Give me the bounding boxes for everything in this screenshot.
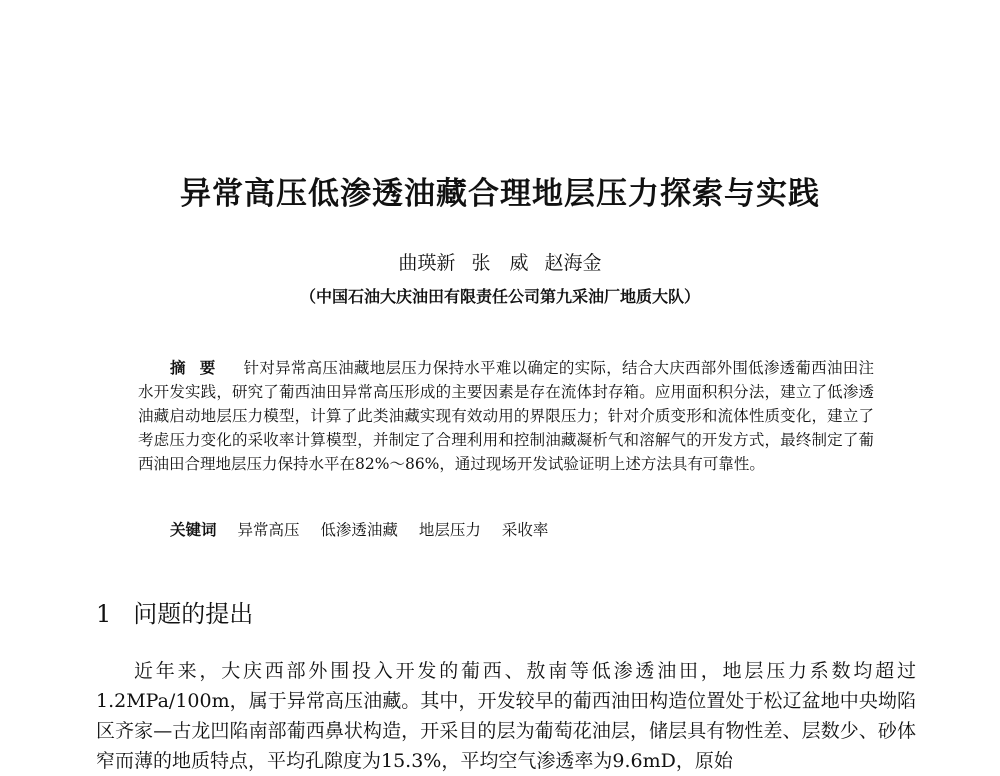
abstract-label: 摘要: [170, 358, 230, 377]
author-affiliation: （中国石油大庆油田有限责任公司第九采油厂地质大队）: [299, 287, 700, 306]
keyword: 异常高压: [237, 521, 300, 539]
author-list: [0, 248, 1000, 275]
keyword: 采收率: [501, 521, 549, 539]
keyword: 地层压力: [418, 521, 481, 539]
author-name: 张 威: [471, 252, 529, 274]
abstract: [138, 356, 874, 476]
paragraph-text: 近年来，大庆西部外围投入开发的葡西、敖南等低渗透油田，地层压力系数均超过1.2MPa/100m，属于异常高压油藏。其中，开发较早的葡西油田构造位置处于松辽盆地中央坳陷区齐家—古龙凹陷南部葡西鼻状构造，开采目的层为葡萄花油层，储层具有物性差、层数少、砂体窄而薄的地质特点，平均孔隙度为15.3%，平均空气渗透率为9.6mD，原始: [96, 660, 916, 772]
abstract-text: 针对异常高压油藏地层压力保持水平难以确定的实际，结合大庆西部外围低渗透葡西油田注水开发实践，研究了葡西油田异常高压形成的主要因素是存在流体封存箱。应用面积积分法，建立了低渗透油藏启动地层压力模型，计算了此类油藏实现有效动用的界限压力；针对介质变形和流体性质变化，建立了考虑压力变化的采收率计算模型，并制定了合理利用和控制油藏凝析气和溶解气的开发方式，最终制定了葡西油田合理地层压力保持水平在82%～86%，通过现场开发试验证明上述方法具有可靠性。: [138, 359, 874, 473]
keywords: [170, 518, 564, 540]
body-paragraph: [96, 656, 916, 776]
keywords-label: 关键词: [170, 520, 217, 539]
section-number: 1: [96, 600, 112, 628]
section-heading: [96, 594, 253, 629]
author-name: 赵海金: [544, 252, 602, 274]
keyword: 低渗透油藏: [320, 521, 398, 539]
author-name: 曲瑛新: [398, 252, 456, 274]
section-title: 问题的提出: [133, 600, 254, 628]
paper-title: 异常高压低渗透油藏合理地层压力探索与实践: [180, 176, 820, 212]
